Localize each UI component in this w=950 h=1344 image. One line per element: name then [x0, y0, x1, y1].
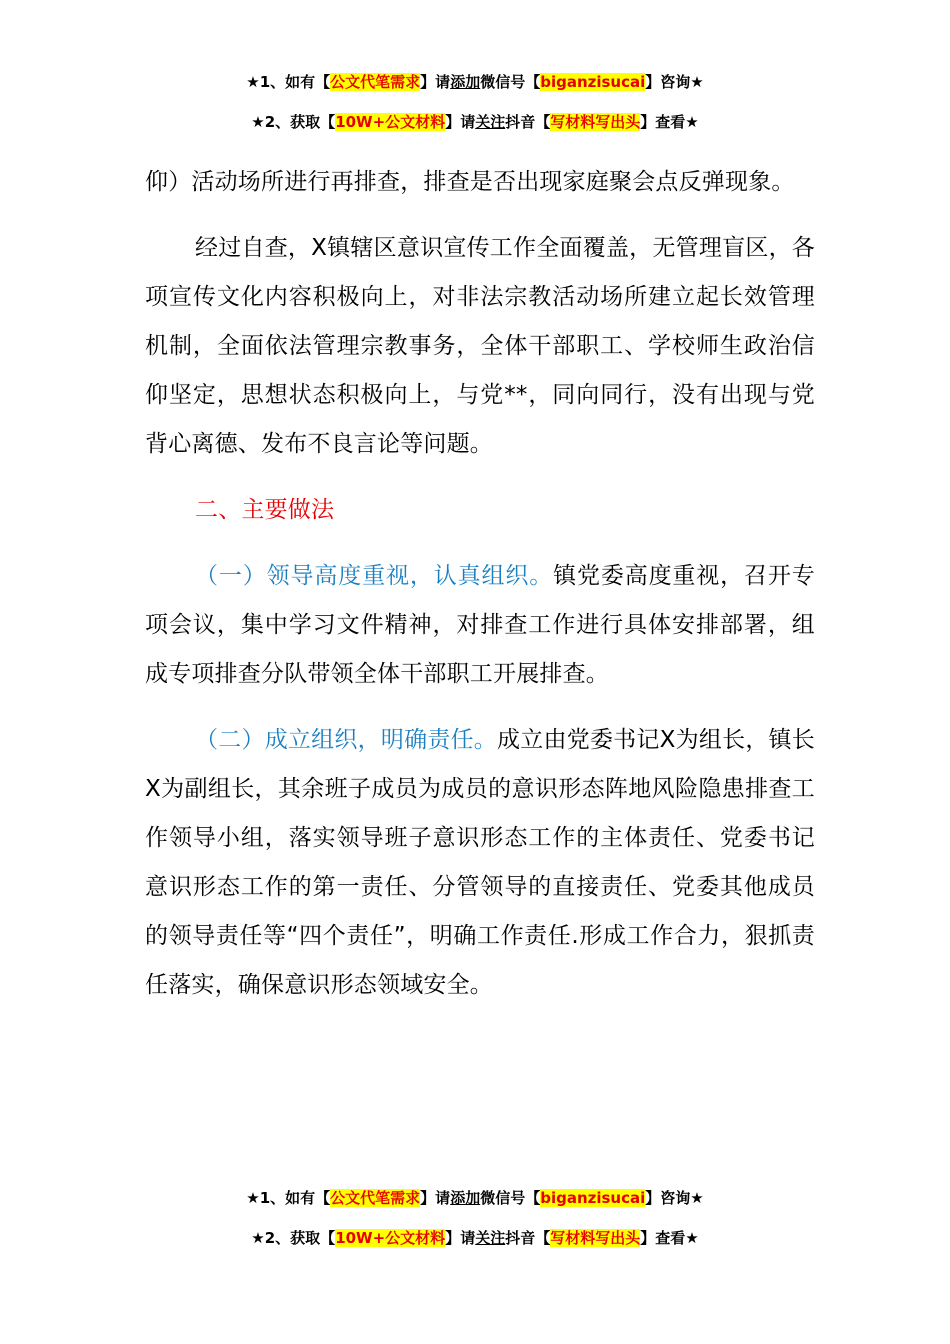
paragraph-organization [145, 716, 815, 1010]
banner-text: 2、获取【 [264, 1229, 336, 1247]
footer-banner-line-1 [0, 1188, 950, 1208]
subheading-leadership: （一）领导高度重视，认真组织。 [195, 563, 554, 589]
header-banner-line-2 [0, 112, 950, 132]
section-heading: 二、主要做法 [195, 497, 335, 523]
header-banner-line-1 [0, 72, 950, 92]
banner-text: 】请 [445, 1229, 476, 1247]
paragraph-text: 镇党委高度重视，召开专项会议，集中学习文件精神，对排查工作进行具体安排部署，组成专项排查分队带领全体干部职工开展排查。 [145, 563, 815, 687]
highlight-service: 公文代笔需求 [330, 73, 421, 91]
banner-text: 】请 [420, 73, 451, 91]
star-icon: ★ [251, 1229, 265, 1247]
underlined-text: 添加 [450, 1189, 481, 1207]
highlight-service: 公文代笔需求 [330, 1189, 421, 1207]
banner-text: 1、如有【 [259, 73, 331, 91]
banner-text: 1、如有【 [259, 1189, 331, 1207]
banner-text: 】咨询★ [645, 1189, 704, 1207]
subheading-organization: （二）成立组织，明确责任。 [195, 727, 498, 753]
banner-text: 2、获取【 [264, 113, 336, 131]
star-icon: ★ [251, 113, 265, 131]
document-body [145, 158, 815, 1010]
underlined-text: 关注 [475, 113, 506, 131]
underlined-text: 关注 [475, 1229, 506, 1247]
highlight-wechat-id: biganzisucai [540, 73, 646, 91]
underlined-text: 添加 [450, 73, 481, 91]
highlight-douyin: 写材料写出头 [550, 1229, 641, 1247]
paragraph-leadership [145, 552, 815, 699]
banner-text: 微信号【 [480, 73, 541, 91]
highlight-materials: 10W+公文材料 [335, 113, 446, 131]
highlight-douyin: 写材料写出头 [550, 113, 641, 131]
footer-banner-line-2 [0, 1228, 950, 1248]
banner-text: 】查看★ [640, 113, 699, 131]
banner-text: 抖音【 [505, 1229, 551, 1247]
banner-text: 抖音【 [505, 113, 551, 131]
highlight-wechat-id: biganzisucai [540, 1189, 646, 1207]
banner-text: 】请 [445, 113, 476, 131]
star-icon: ★ [246, 73, 260, 91]
star-icon: ★ [246, 1189, 260, 1207]
paragraph-continuation: 仰）活动场所进行再排查，排查是否出现家庭聚会点反弹现象。 [145, 169, 795, 195]
banner-text: 】请 [420, 1189, 451, 1207]
banner-text: 】查看★ [640, 1229, 699, 1247]
highlight-materials: 10W+公文材料 [335, 1229, 446, 1247]
paragraph-text: 成立由党委书记X为组长，镇长X为副组长，其余班子成员为成员的意识形态阵地风险隐患排查工作领导小组，落实领导班子意识形态工作的主体责任、党委书记意识形态工作的第一责任、分管领导的直接责任、党委其他成员的领导责任等“四个责任”，明确工作责任.形成工作合力，狠抓责任落实，确保意识形态领域安全。 [145, 727, 815, 998]
banner-text: 微信号【 [480, 1189, 541, 1207]
paragraph-self-check: 经过自查，X镇辖区意识宣传工作全面覆盖，无管理盲区，各项宣传文化内容积极向上，对非法宗教活动场所建立起长效管理机制，全面依法管理宗教事务，全体干部职工、学校师生政治信仰坚定，思想状态积极向上，与党**，同向同行，没有出现与党背心离德、发布不良言论等问题。 [145, 235, 815, 457]
banner-text: 】咨询★ [645, 73, 704, 91]
